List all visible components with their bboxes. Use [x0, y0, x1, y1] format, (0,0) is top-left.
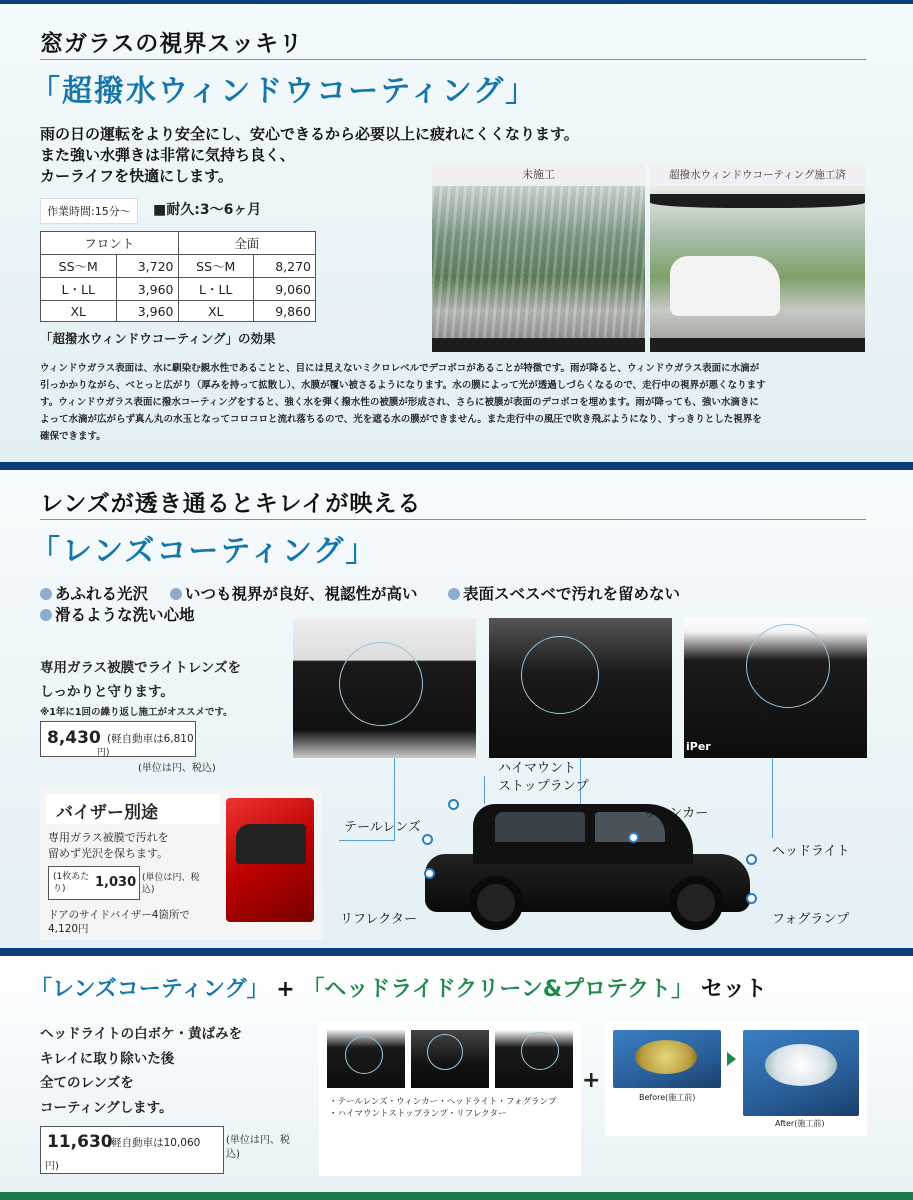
set-title: 「レンズコーティング」 + 「ヘッドライドクリーン&プロテクト」 セット: [30, 977, 767, 1002]
bullet-icon: [448, 588, 460, 600]
visor-price: 1,030: [95, 875, 137, 890]
connector-line: [772, 758, 773, 838]
car-icon: [670, 256, 780, 316]
visor-title: バイザー別途: [46, 794, 220, 824]
set-price: 11,630: [47, 1132, 113, 1152]
lens-note: ※1年に1回の繰り返し施工がオススメです。: [40, 707, 233, 718]
set-price-box: [40, 1126, 224, 1174]
table-header-full: 全面: [178, 232, 316, 255]
top-border: [0, 0, 913, 4]
set-unit: (単位は円、税 込): [226, 1135, 290, 1160]
after-image: [743, 1030, 859, 1116]
size-cell: SS〜M: [41, 255, 117, 278]
durability: ■耐久:3〜6ヶ月: [153, 202, 262, 218]
photo-tag: iPer: [686, 740, 711, 753]
section2-heading: レンズが透き通るとキレイが映える: [40, 491, 422, 517]
table-row: [41, 255, 316, 278]
visor-four: ドアのサイドバイザー4箇所で 4,120円: [48, 909, 190, 935]
visor-panel: [40, 788, 322, 940]
section-divider: [0, 948, 913, 956]
table-row: [41, 301, 316, 322]
effect-line: よって水滴が広がらず真ん丸の水玉となってコロコロと流れ落ちるので、光を遮る水の膜ができません。また走行中の風圧で吹き飛ぶようになり、すっきりとした視界を: [40, 414, 762, 425]
set-parts-list: ・テールレンズ・ウィンカー・ヘッドライト・フォグランプ ・ハイマウントストップランプ・リフレクター: [329, 1097, 557, 1119]
price-cell: 3,960: [116, 301, 178, 322]
tail-thumb: [327, 1030, 405, 1088]
visor-unit: (単位は円、税 込): [142, 873, 200, 895]
effect-line: 引っかかりながら、べとっと広がり（厚みを持って拡散し）、水膜が覆い被さるようになります。水の膜によって光が透過しづらくなるので、走行中の視界が悪くなります: [40, 380, 766, 391]
table-header-front: フロント: [41, 232, 179, 255]
after-photo: [650, 186, 865, 352]
set-price-kei-yen: 円): [45, 1161, 59, 1172]
bottom-border: [0, 1192, 913, 1200]
feature-item: 表面スベスベで汚れを留めない: [448, 582, 680, 604]
divider: [40, 519, 866, 520]
lens-unit: (単位は円、税込): [138, 763, 216, 774]
lens-price: 8,430: [47, 728, 101, 748]
before-image: [613, 1030, 721, 1088]
size-cell: SS〜M: [178, 255, 254, 278]
label-headlight: ヘッドライト: [772, 844, 850, 859]
size-cell: L・LL: [178, 278, 254, 301]
size-cell: L・LL: [41, 278, 117, 301]
price-cell: 9,060: [254, 278, 316, 301]
headlight-marker: [746, 854, 757, 865]
effect-line: ウィンドウガラス表面は、水に馴染む親水性であることと、目には見えないミクロレベルでデコボコがあることが特徴です。雨が降ると、ウィンドウガラス表面に水滴が: [40, 363, 760, 374]
after-photo-frame: [650, 164, 865, 352]
table-row: [41, 278, 316, 301]
lens-price-box: [40, 721, 196, 757]
section-divider: [0, 462, 913, 470]
headlight-thumb: [495, 1030, 573, 1088]
plus-icon: +: [582, 1068, 601, 1093]
before-photo: [432, 186, 645, 352]
headlight-photo: [684, 618, 867, 758]
effect-line: す。ウィンドウガラス表面に撥水コーティングをすると、強く水を弾く撥水性の被膜が形成され、さらに被膜が表面のデコボコを埋めます。雨が降っても、強い水滴きに: [40, 397, 759, 408]
visor-per: (1枚あた り): [53, 872, 90, 894]
effect-text: [40, 360, 870, 445]
before-after-panel: [605, 1022, 867, 1136]
divider: [40, 59, 866, 60]
bullet-icon: [40, 588, 52, 600]
price-table: [40, 231, 316, 322]
after-caption: After(施工前): [775, 1119, 825, 1128]
reflector-marker: [424, 868, 435, 879]
size-cell: XL: [178, 301, 254, 322]
intro-line: 雨の日の運転をより安全にし、安心できるから必要以上に疲れにくくなります。: [40, 125, 579, 143]
lens-desc: 専用ガラス被膜でライトレンズを しっかりと守ります。: [40, 660, 241, 700]
size-cell: XL: [41, 301, 117, 322]
tail-lens-photo: [293, 618, 476, 758]
visor-desc: 専用ガラス被膜で汚れを 留めず光沢を保ちます。: [48, 831, 169, 860]
lens-price-kei: (軽自動車は6,810: [107, 733, 194, 745]
mirror-winker-photo: [489, 618, 672, 758]
section1-title: 「超撥水ウィンドウコーティング」: [30, 74, 538, 109]
arrow-right-icon: [727, 1052, 736, 1066]
visor-photo: [226, 798, 314, 922]
price-cell: 3,720: [116, 255, 178, 278]
bullet-icon: [170, 588, 182, 600]
feature-item: いつも視界が良好、視認性が高い: [170, 582, 418, 604]
before-photo-frame: [432, 164, 645, 352]
before-label: 未施工: [432, 164, 645, 186]
work-time-badge: 作業時間:15分〜: [40, 198, 138, 224]
before-caption: Before(施工前): [639, 1093, 696, 1102]
label-highmount: ハイマウント ストップランプ: [498, 761, 589, 794]
set-desc: ヘッドライトの白ボケ・黄ばみを キレイに取り除いた後 全てのレンズを コーティングします。: [40, 1026, 243, 1116]
label-winker: ウィンカー: [644, 806, 709, 821]
label-reflector: リフレクター: [340, 912, 417, 927]
highmount-marker: [448, 799, 459, 810]
feature-item: 滑るような洗い心地: [40, 603, 195, 625]
label-fog: フォグランプ: [772, 912, 850, 927]
effect-title: 「超撥水ウィンドウコーティング」の効果: [40, 331, 276, 346]
mirror-thumb: [411, 1030, 489, 1088]
connector-line: [339, 840, 395, 841]
fog-marker: [746, 893, 757, 904]
winker-marker: [628, 832, 639, 843]
price-cell: 3,960: [116, 278, 178, 301]
label-tail: テールレンズ: [344, 820, 421, 835]
after-label: 超撥水ウィンドウコーティング施工済: [650, 164, 865, 186]
tail-marker: [422, 834, 433, 845]
intro-line: カーライフを快適にします。: [40, 167, 233, 185]
intro-line: また強い水弾きは非常に気持ち良く、: [40, 146, 295, 164]
set-price-kei: (軽自動車は10,060: [107, 1137, 201, 1149]
section2-title: 「レンズコーティング」: [30, 534, 378, 569]
section1-heading: 窓ガラスの視界スッキリ: [40, 31, 304, 57]
price-cell: 9,860: [254, 301, 316, 322]
price-cell: 8,270: [254, 255, 316, 278]
visor-price-box: [48, 866, 140, 900]
effect-line: 確保できます。: [40, 431, 106, 442]
set-photos-panel: [319, 1022, 581, 1176]
bullet-icon: [40, 609, 52, 621]
feature-item: あふれる光沢: [40, 582, 148, 604]
lens-price-kei-yen: 円): [97, 748, 110, 758]
